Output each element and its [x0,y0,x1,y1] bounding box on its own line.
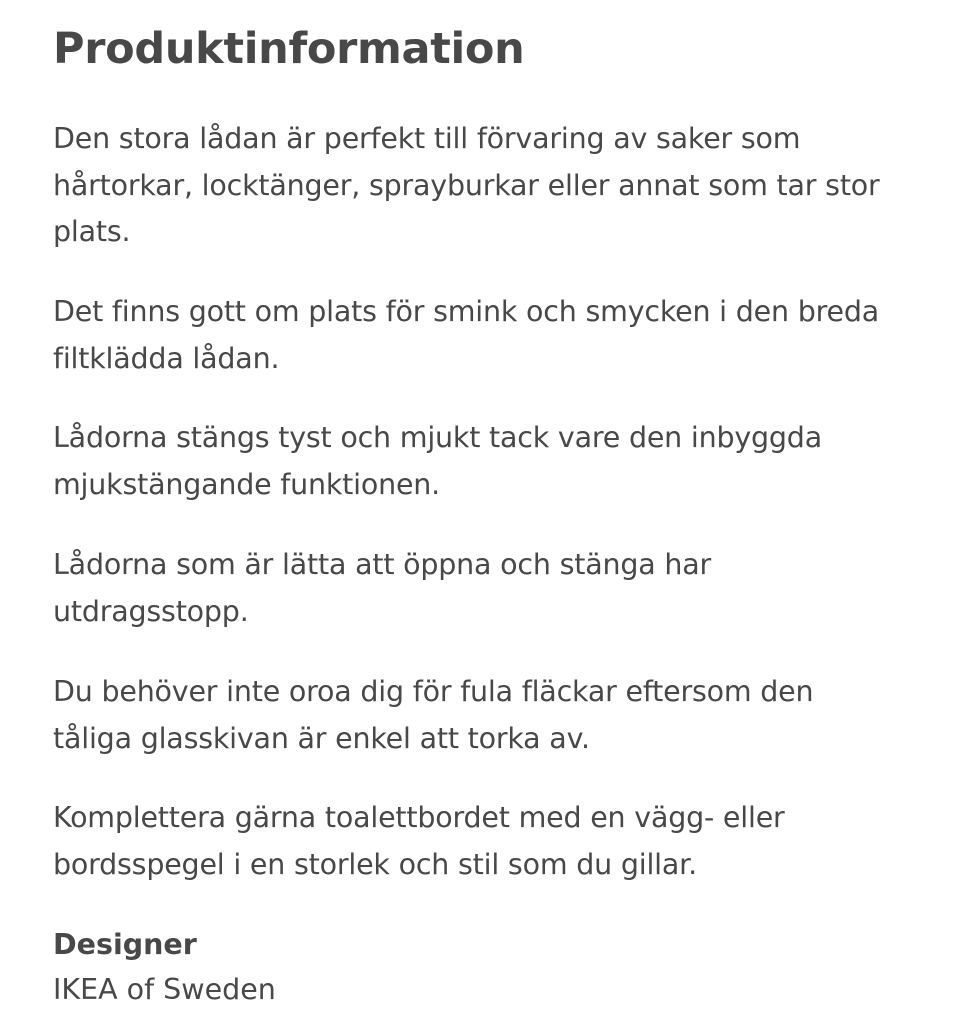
paragraph-felt-drawer [53,289,879,382]
paragraph-line: Lådorna som är lätta att öppna och stänga har [53,548,711,581]
paragraph-line: plats. [53,215,131,248]
designer-name: IKEA of Sweden [53,973,276,1006]
paragraph-line: Det finns gott om plats för smink och smycken i den breda [53,295,879,328]
paragraph-line: Komplettera gärna toalettbordet med en vägg- eller [53,801,785,834]
designer-heading: Designer [53,928,197,961]
paragraph-glass-top [53,669,813,762]
paragraph-line: mjukstängande funktionen. [53,467,441,501]
paragraph-line: hårtorkar, locktänger, sprayburkar eller annat som tar stor [53,168,880,202]
paragraph-large-drawer [53,116,880,256]
paragraph-soft-close [53,415,822,508]
paragraph-mirror-suggestion [53,795,785,888]
paragraph-line: Du behöver inte oroa dig för fula fläckar eftersom den [53,675,814,708]
paragraph-line: tåliga glasskivan är enkel att torka av. [53,721,590,755]
paragraph-line: filtklädda lådan. [53,341,280,375]
paragraph-pull-out-stop [53,542,711,635]
page-title: Produktinformation [53,24,525,74]
paragraph-line: Den stora lådan är perfekt till förvaring av saker som [53,122,801,155]
paragraph-line: utdragsstopp. [53,594,249,628]
paragraph-line: Lådorna stängs tyst och mjukt tack vare den inbyggda [53,421,822,454]
paragraph-line: bordsspegel i en storlek och stil som du gillar. [53,847,697,881]
